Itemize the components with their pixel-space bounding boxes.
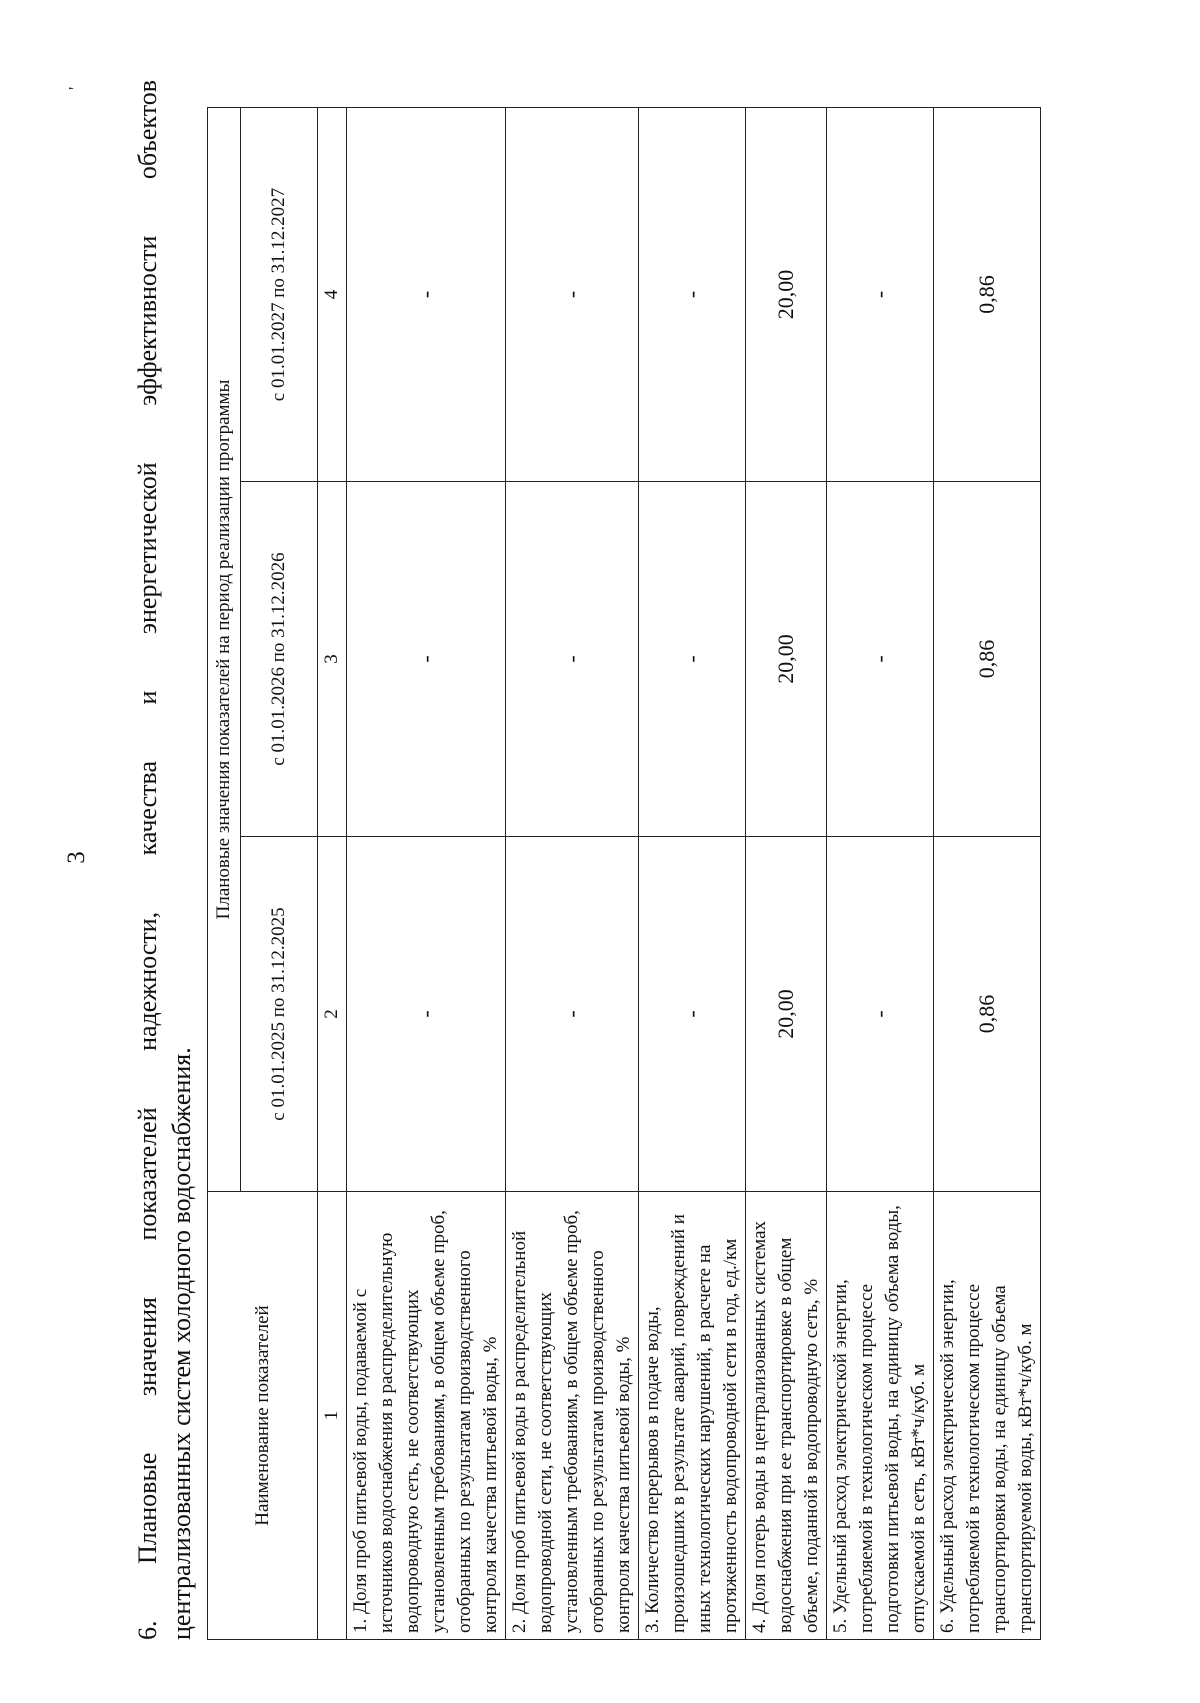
column-number: 3: [318, 482, 347, 837]
section-heading-line-2: централизованных систем холодного водоснабжения.: [167, 1047, 196, 1640]
scan-speck: ': [65, 86, 85, 90]
table-row: [746, 108, 827, 1640]
indicator-name: 4. Доля потерь воды в централизованных системах водоснабжения при ее транспортировке в общем объеме, поданной в водопроводную сеть, %: [746, 1192, 827, 1640]
indicator-value: -: [827, 837, 934, 1192]
indicator-value: -: [639, 108, 746, 482]
indicator-name: 6. Удельный расход электрической энергии, потребляемой в технологическом процессе транспортировки воды, на единицу объема транспортируемой воды, кВт*ч/куб. м: [934, 1192, 1041, 1640]
indicator-value: 20,00: [746, 837, 827, 1192]
table-row: [639, 108, 746, 1640]
indicator-value: 0,86: [934, 482, 1041, 837]
indicator-value: 20,00: [746, 108, 827, 482]
indicator-value: -: [639, 482, 746, 837]
table-row: [347, 108, 506, 1640]
page-number: 3: [63, 851, 90, 864]
table-row: [827, 108, 934, 1640]
header-period-2027: с 01.01.2027 по 31.12.2027: [241, 108, 318, 482]
header-indicator-name: Наименование показателей: [208, 1192, 318, 1640]
indicator-value: -: [347, 108, 506, 482]
table-row: [506, 108, 639, 1640]
section-heading-line-1: 6. Плановые значения показателей надежности, качества и энергетической эффективности объектов: [133, 80, 162, 1640]
header-period-2025: с 01.01.2025 по 31.12.2025: [241, 837, 318, 1192]
indicator-name: 1. Доля проб питьевой воды, подаваемой с источников водоснабжения в распределительную водопроводную сеть, не соответствующих установленным требованиям, в общем объеме проб, отобранных по результатам производственного контроля качества питьевой воды, %: [347, 1192, 506, 1640]
indicator-name: 3. Количество перерывов в подаче воды, произошедших в результате аварий, повреждений и иных технологических нарушений, в расчете на протяженность водопроводной сети в год, ед./км: [639, 1192, 746, 1640]
indicator-value: 20,00: [746, 482, 827, 837]
header-plan-values: Плановые значения показателей на период реализации программы: [208, 108, 241, 1192]
indicator-value: -: [506, 108, 639, 482]
column-number: 4: [318, 108, 347, 482]
indicator-value: -: [506, 482, 639, 837]
indicator-value: -: [827, 482, 934, 837]
indicator-value: -: [347, 482, 506, 837]
header-period-2026: с 01.01.2026 по 31.12.2026: [241, 482, 318, 837]
indicator-name: 5. Удельный расход электрической энергии, потребляемой в технологическом процессе подготовки питьевой воды, на единицу объема воды, отпускаемой в сеть, кВт*ч/куб. м: [827, 1192, 934, 1640]
rotated-document-page: [45, 45, 1145, 1670]
indicator-name: 2. Доля проб питьевой воды в распределительной водопроводной сети, не соответствующих установленным требованиям, в общем объеме проб, отобранных по результатам производственного контроля качества питьевой воды, %: [506, 1192, 639, 1640]
indicator-value: -: [639, 837, 746, 1192]
column-number: 1: [318, 1192, 347, 1640]
column-number: 2: [318, 837, 347, 1192]
section-heading: [131, 80, 199, 1640]
indicator-value: 0,86: [934, 837, 1041, 1192]
indicator-value: -: [506, 837, 639, 1192]
indicator-value: 0,86: [934, 108, 1041, 482]
table-row: [934, 108, 1041, 1640]
indicators-table: [207, 107, 1041, 1640]
indicator-value: -: [347, 837, 506, 1192]
indicator-value: -: [827, 108, 934, 482]
